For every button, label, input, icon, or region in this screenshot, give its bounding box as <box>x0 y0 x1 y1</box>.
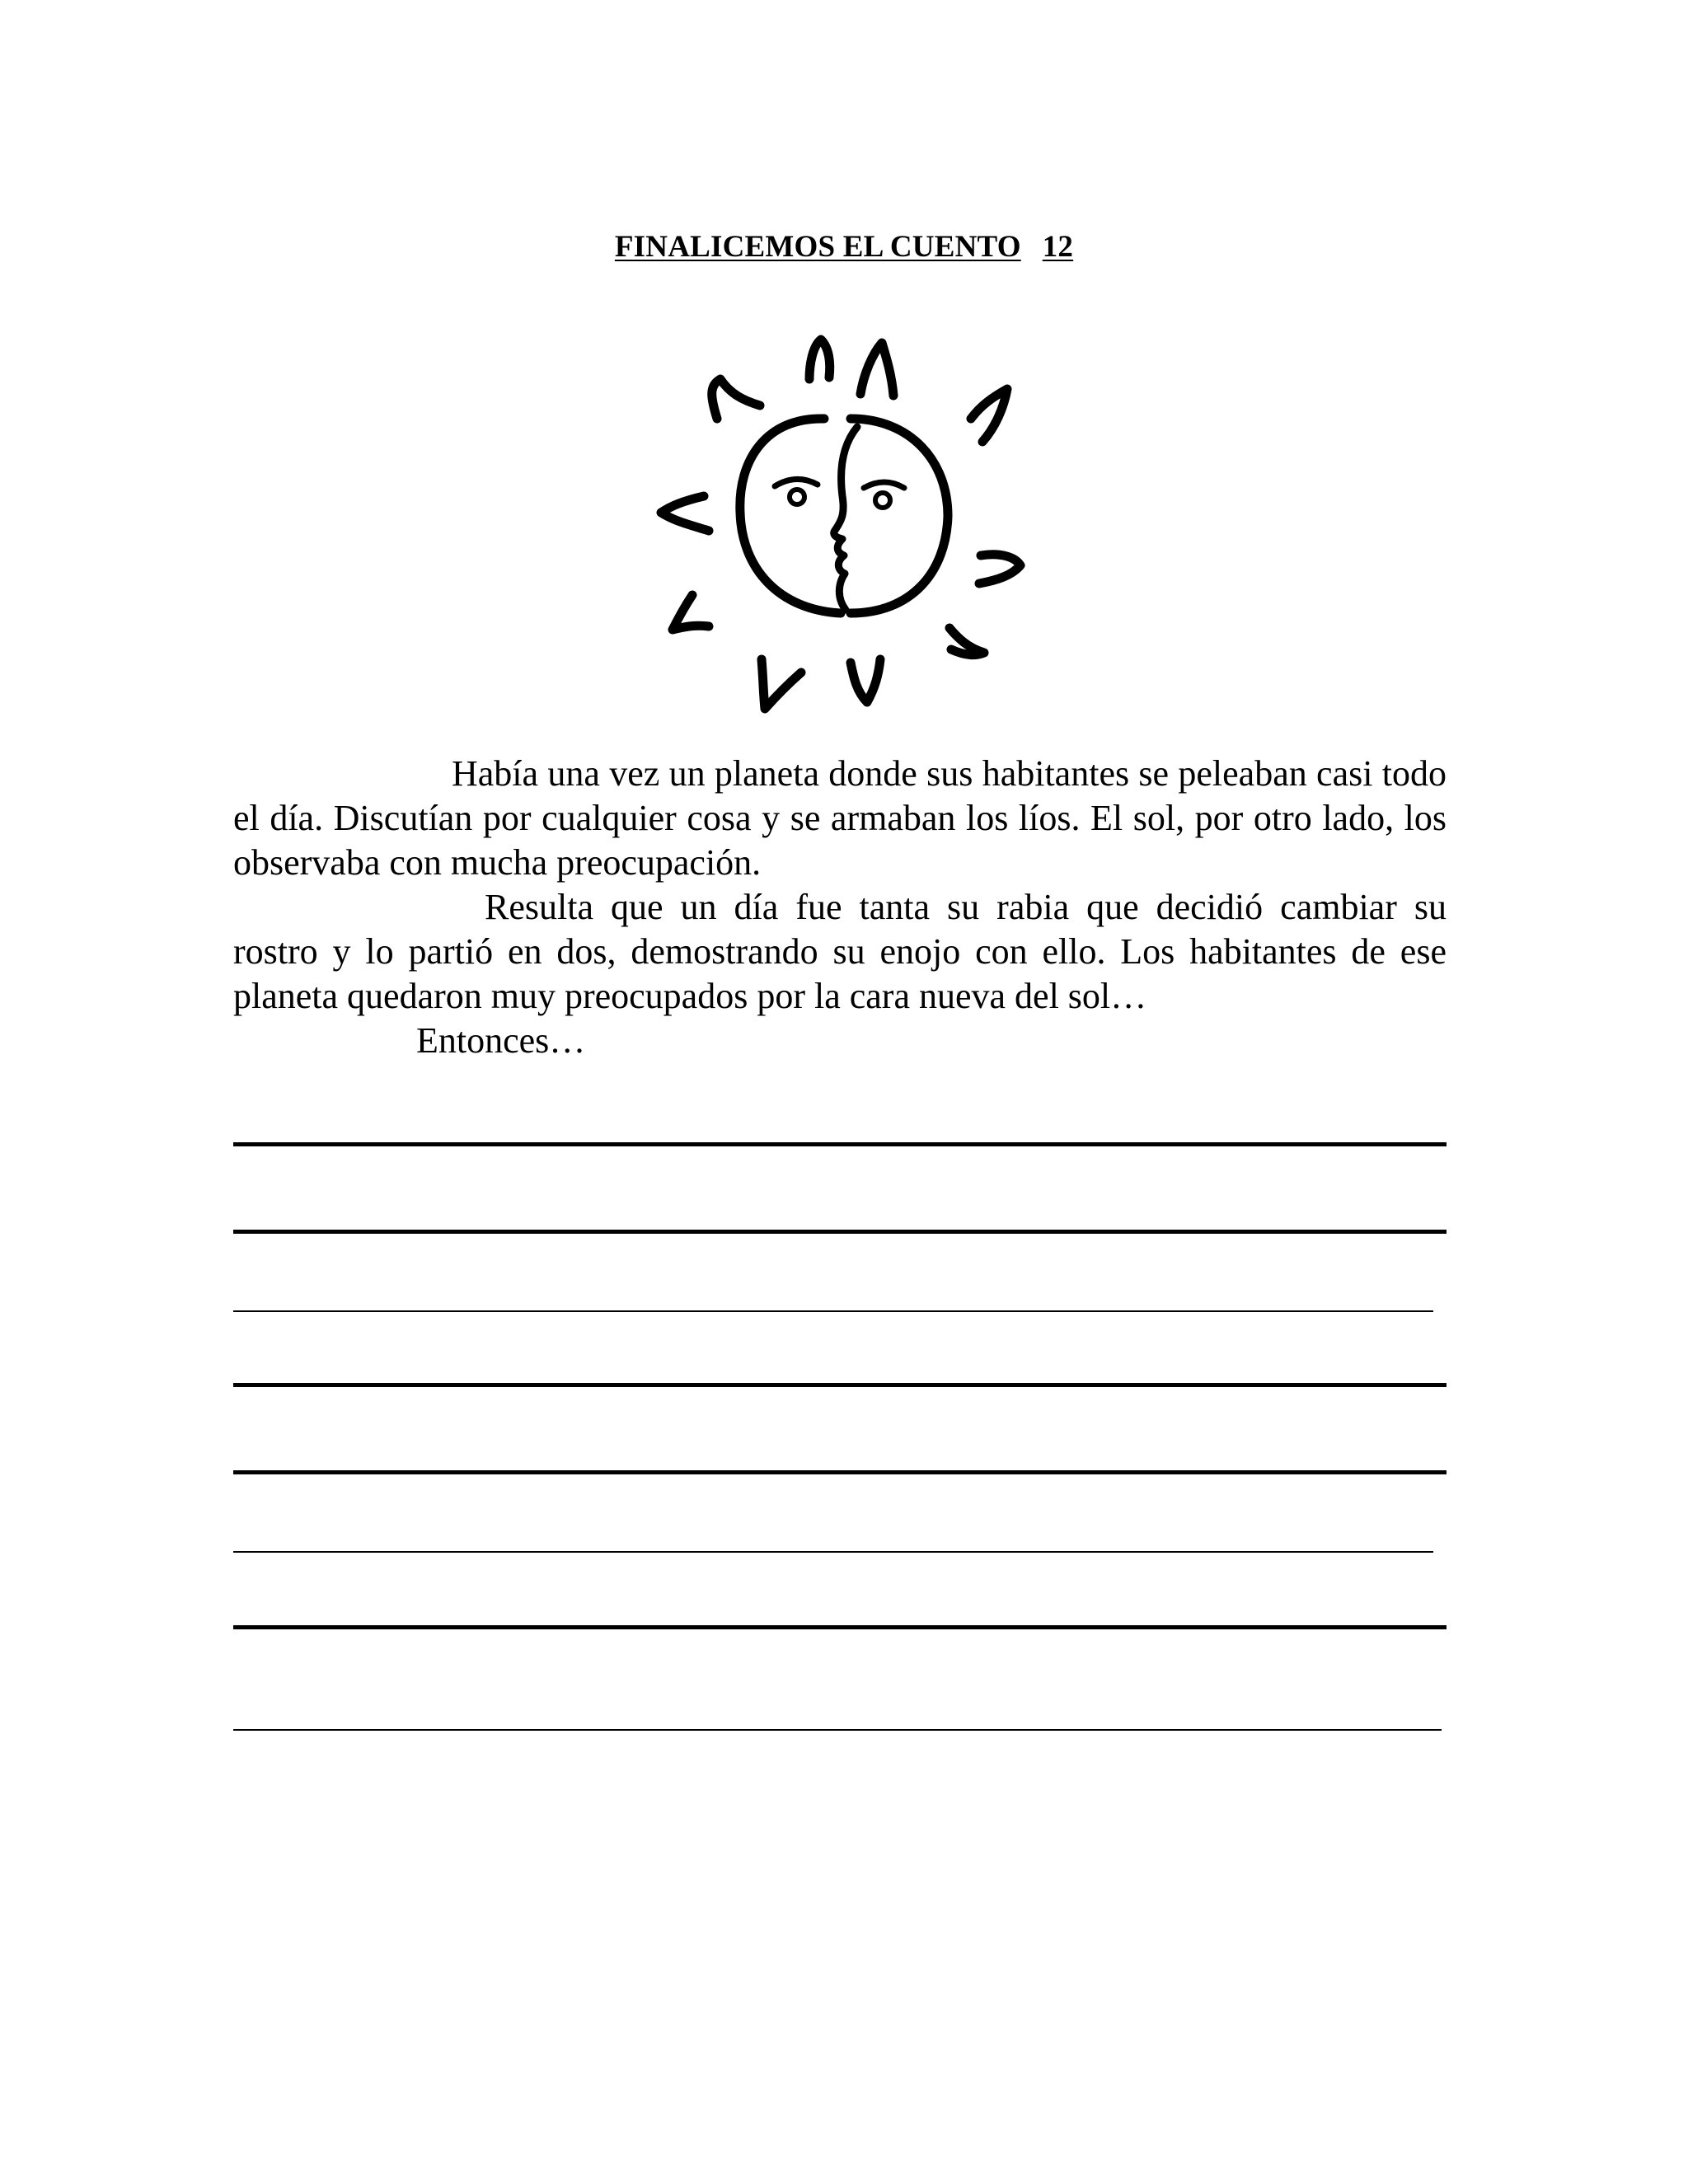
sun-ray <box>762 659 801 709</box>
worksheet-title <box>0 229 1688 265</box>
sun-ray <box>860 343 893 396</box>
story-paragraph: Entonces… <box>416 1020 586 1061</box>
writing-line[interactable] <box>233 1230 1447 1234</box>
sun-ray <box>661 496 709 531</box>
story-paragraph: Había una vez un planeta donde sus habitantes se peleaban casi todo el día. Discutían por cualquier cosa y se armaban los líos. El sol, por otro lado, los observaba con mucha preocupación. <box>233 753 1447 883</box>
sun-face-right-half <box>851 419 948 613</box>
writing-line[interactable] <box>233 1551 1433 1553</box>
story-text <box>233 752 1447 1063</box>
sun-right-eye <box>875 493 890 508</box>
writing-line[interactable] <box>233 1729 1442 1731</box>
writing-line[interactable] <box>233 1383 1447 1387</box>
writing-line[interactable] <box>233 1142 1447 1146</box>
sun-ray <box>950 628 984 655</box>
sun-ray <box>851 659 880 702</box>
sun-left-eye <box>790 490 804 504</box>
story-paragraph: Resulta que un día fue tanta su rabia que decidió cambiar su rostro y lo partió en dos, demostrando su enojo con ello. Los habitantes de ese planeta quedaron muy preocupados por la cara nueva del sol… <box>233 887 1447 1016</box>
writing-line[interactable] <box>233 1470 1447 1474</box>
sun-face-left-half <box>740 419 841 613</box>
sun-ray <box>971 389 1007 442</box>
sun-profile-line <box>834 427 857 610</box>
writing-line[interactable] <box>233 1625 1447 1629</box>
sun-left-eye-lid <box>775 479 818 486</box>
sun-ray <box>673 595 709 630</box>
sun-ray <box>712 379 760 419</box>
writing-line[interactable] <box>233 1310 1433 1312</box>
sun-right-eye-lid <box>864 482 904 488</box>
sun-with-split-face-icon <box>635 321 1047 733</box>
worksheet-title-text: FINALICEMOS EL CUENTO <box>614 230 1021 264</box>
sun-ray <box>809 340 830 379</box>
worksheet-number: 12 <box>1042 230 1074 264</box>
sun-ray <box>979 555 1020 583</box>
